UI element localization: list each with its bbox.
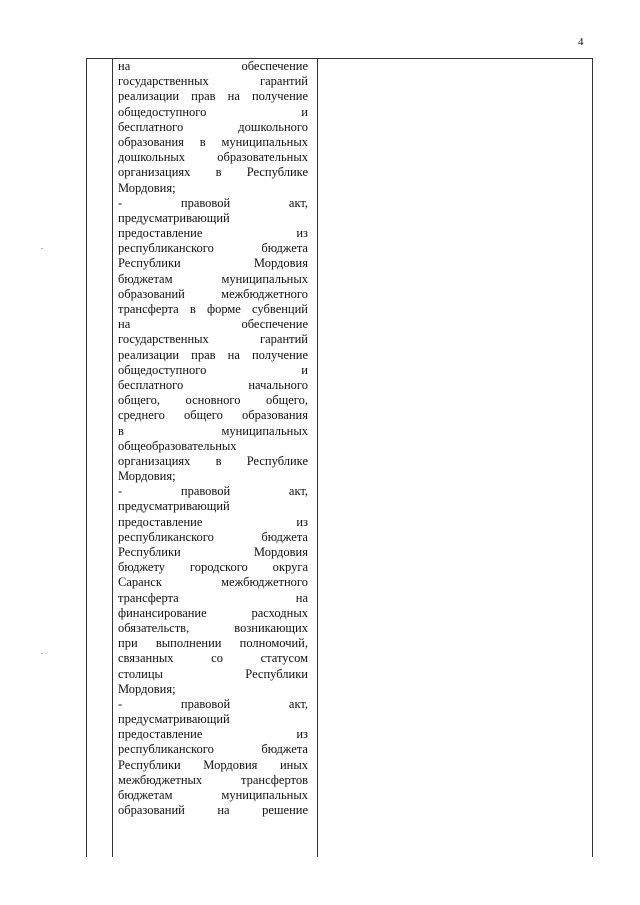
text-line: - правовой акт,	[118, 195, 308, 210]
text-line: межбюджетных трансфертов	[118, 772, 308, 787]
text-line: бюджетам муниципальных	[118, 788, 308, 802]
text-line: организациях в Республике	[118, 453, 308, 468]
text-line: на обеспечение	[118, 59, 308, 73]
text-line: бюджету городского округа	[118, 560, 308, 575]
text-line: реализации прав на получение	[118, 89, 308, 104]
text-line: организациях в Республике	[118, 165, 308, 180]
text-line: столицы Республики	[118, 666, 308, 681]
text-line: среднего общего образования	[118, 408, 308, 423]
text-line: - правовой акт,	[118, 696, 308, 711]
text-line: общего, основного общего,	[118, 393, 308, 408]
text-line: финансирование расходных	[118, 605, 308, 620]
text-line: бюджетам муниципальных	[118, 271, 308, 286]
text-line: предоставление из	[118, 727, 308, 742]
text-line: Саранск межбюджетного	[118, 575, 308, 590]
text-line: Мордовия;	[118, 681, 176, 696]
text-line: - правовой акт,	[118, 484, 308, 499]
text-line: образований межбюджетного	[118, 286, 308, 301]
text-line: Республики Мордовия	[118, 256, 308, 271]
text-line: обязательств, возникающих	[118, 620, 308, 635]
text-line: реализации прав на получение	[118, 347, 308, 362]
table-cell-text	[118, 59, 308, 818]
page-number: 4	[578, 36, 584, 48]
column-divider-left	[112, 59, 113, 857]
text-line: Мордовия;	[118, 180, 176, 195]
text-line: предоставление из	[118, 226, 308, 241]
text-line: на обеспечение	[118, 317, 308, 332]
text-line: бесплатного дошкольного	[118, 119, 308, 134]
text-line: в муниципальных	[118, 423, 308, 438]
column-divider-right	[317, 59, 318, 857]
text-line: бесплатного начального	[118, 377, 308, 392]
text-line: государственных гарантий	[118, 332, 308, 347]
scan-speck	[41, 653, 43, 654]
text-line: предусматривающий	[118, 210, 230, 225]
text-line: дошкольных образовательных	[118, 150, 308, 165]
text-line: общедоступного и	[118, 362, 308, 377]
text-line: образования в муниципальных	[118, 134, 308, 149]
text-line: предусматривающий	[118, 499, 230, 514]
text-line: образований на решение	[118, 803, 308, 818]
text-line: трансферта на	[118, 590, 308, 605]
text-line: республиканского бюджета	[118, 742, 308, 757]
text-line: предусматривающий	[118, 712, 230, 727]
text-line: Мордовия;	[118, 469, 176, 484]
text-line: трансферта в форме субвенций	[118, 302, 308, 316]
text-line: республиканского бюджета	[118, 241, 308, 256]
text-line: предоставление из	[118, 514, 308, 529]
scan-speck	[41, 248, 43, 249]
text-line: Республики Мордовия иных	[118, 757, 308, 772]
text-line: при выполнении полномочий,	[118, 636, 308, 651]
text-line: общеобразовательных	[118, 438, 237, 453]
text-line: республиканского бюджета	[118, 529, 308, 544]
text-line: государственных гарантий	[118, 74, 308, 89]
text-line: Республики Мордовия	[118, 545, 308, 559]
text-line: общедоступного и	[118, 104, 308, 119]
text-line: связанных со статусом	[118, 651, 308, 666]
